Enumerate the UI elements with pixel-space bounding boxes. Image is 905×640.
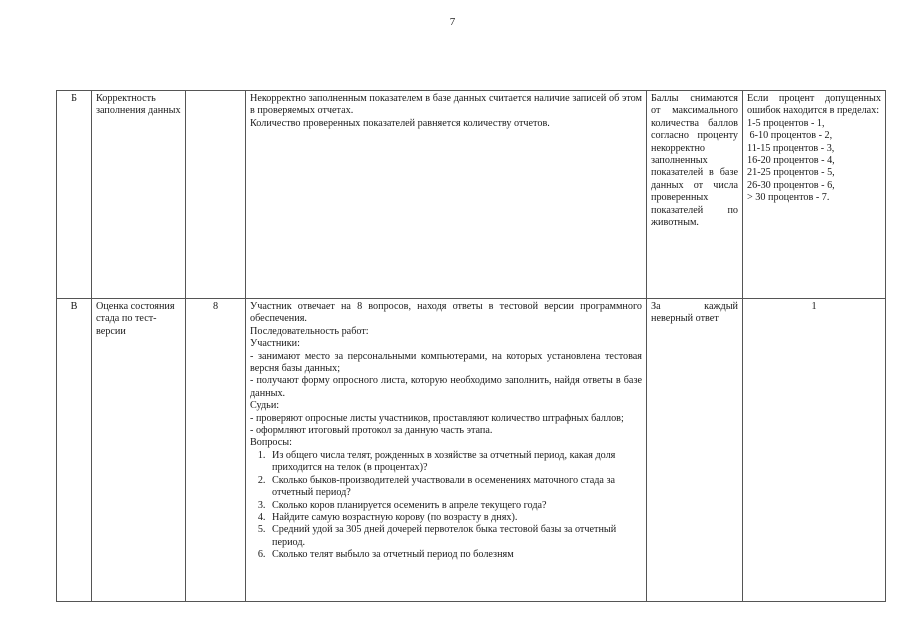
questions-list <box>250 450 642 562</box>
penalty-value: 1 <box>743 299 886 602</box>
participants-item: - занимают место за персональными компьютерами, на которых установлена тестовая версня базы данных; <box>250 350 642 375</box>
participants-label: Участники: <box>250 338 300 350</box>
penalty-line: 11-15 процентов - 3, <box>747 142 835 154</box>
penalty-line: > 30 процентов - 7. <box>747 192 830 204</box>
criterion-code: Б <box>57 91 92 299</box>
penalty-line: 16-20 процентов - 4, <box>747 155 835 167</box>
criteria-table <box>56 90 886 602</box>
list-item: 1. Из общего числа телят, рожденных в хозяйстве за отчетный период, какая доля приходится на телок (в процентах)? <box>268 450 642 475</box>
deduction-rule: За каждый неверный ответ <box>647 299 743 602</box>
description-paragraph: Количество проверенных показателей равняется количеству отчетов. <box>250 117 550 129</box>
criterion-code: В <box>57 299 92 602</box>
criterion-description <box>246 91 647 299</box>
criterion-description <box>246 299 647 602</box>
penalty-line: 1-5 процентов - 1, <box>747 117 825 129</box>
criterion-name: Корректность заполнения данных <box>92 91 186 299</box>
criterion-name: Оценка состояния стада по тест-версии <box>92 299 186 602</box>
page-number: 7 <box>449 16 456 28</box>
criterion-max-score: 8 <box>186 299 246 602</box>
judges-item: - оформляют итоговый протокол за данную часть этапа. <box>250 425 493 437</box>
list-item: 6. Сколько телят выбыло за отчетный период по болезням <box>268 549 642 561</box>
judges-label: Судьи: <box>250 400 280 412</box>
table-row <box>57 299 886 602</box>
penalty-line: 6-10 процентов - 2, <box>747 130 833 142</box>
list-item: 5. Средний удой за 305 дней дочерей первотелок быка тестовой базы за отчетный период. <box>268 524 642 549</box>
deduction-rule: Баллы снимаются от максимального количества баллов согласно проценту некорректно заполненных показателей в базе данных от числа проверенных показателей по животным. <box>647 91 743 299</box>
list-item: 3. Сколько коров планируется осеменить в апреле текущего года? <box>268 500 642 512</box>
penalty-line: 26-30 процентов - 6, <box>747 179 835 191</box>
list-item: 2. Сколько быков-производителей участвовали в осеменениях маточного стада за отчетный период? <box>268 475 642 500</box>
description-intro: Участник отвечает на 8 вопросов, находя ответы в тестовой версии программного обеспечения. <box>250 301 642 325</box>
judges-item: - проверяют опросные листы участников, проставляют количество штрафных баллов; <box>250 412 624 424</box>
table-row <box>57 91 886 299</box>
sequence-label: Последовательность работ: <box>250 325 369 337</box>
penalty-intro: Если процент допущенных ошибок находится в пределах: <box>747 93 881 117</box>
questions-label: Вопросы: <box>250 437 292 449</box>
criterion-max-score <box>186 91 246 299</box>
participants-item: - получают форму опросного листа, которую необходимо заполнить, найдя ответы в базе данных. <box>250 375 642 399</box>
description-paragraph: Некорректно заполненным показателем в базе данных считается наличие записей об этом в проверяемых отчетах. <box>250 93 642 117</box>
list-item: 4. Найдите самую возрастную корову (по возрасту в днях). <box>268 512 642 524</box>
penalty-scale <box>743 91 886 299</box>
penalty-line: 21-25 процентов - 5, <box>747 167 835 179</box>
